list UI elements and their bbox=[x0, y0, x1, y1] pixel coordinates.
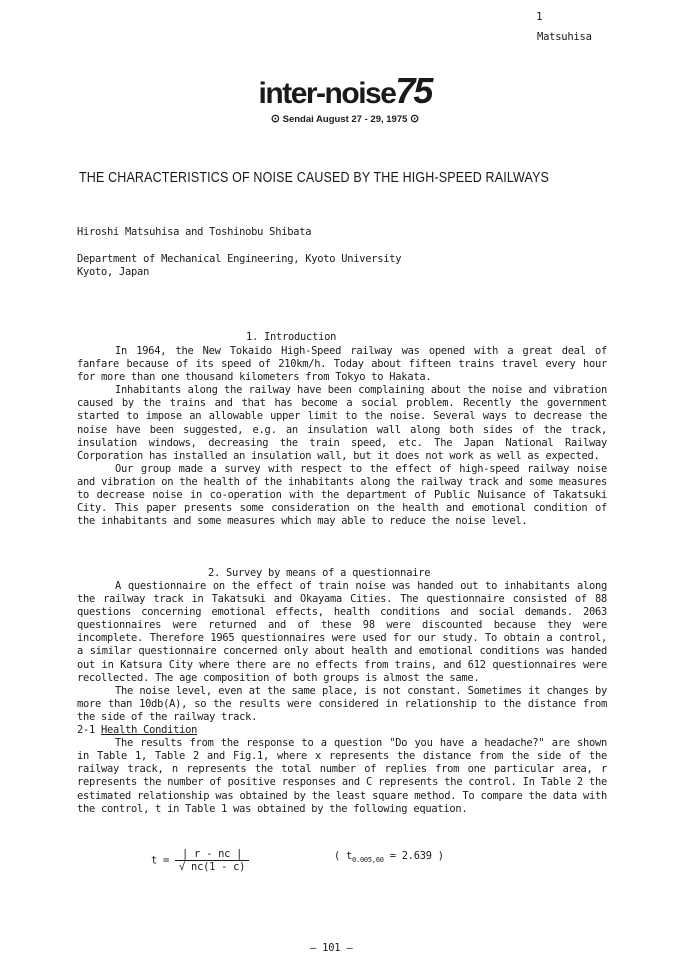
paragraph: The results from the response to a question "Do you have a headache?" are shown in Table 1, Table 2 and Fig.1, where x represents the distance from the side of the railway track, n represents the total number of replies from one particular area, r represents the number of positive responses and C represents the control. In Table 2 the estimated relationship was obtained by the least square method. To compare the data with the control, t in Table 1 was obtained by the following equation. bbox=[77, 737, 607, 815]
critical-number: = 2.639 ) bbox=[389, 850, 444, 862]
subsection-heading bbox=[77, 724, 607, 737]
equation bbox=[151, 848, 249, 873]
conference-logo bbox=[250, 70, 440, 125]
critical-symbol: ( t bbox=[334, 850, 353, 862]
page-number: 1 bbox=[536, 10, 543, 23]
paragraph: Inhabitants along the railway have been complaining about the noise and vibration caused by the trains and that has become a social problem. Recently the government started to impose an allowable upper limit to the noise. Several ways to decrease the noise have been suggested, e.g. an insulation wall along both sides of the track, insulation windows, decreasing the train speed, etc. The Japan National Railway Corporation has installed an insulation wall, but it does not work as well as expected. bbox=[77, 384, 607, 462]
conference-line: Sendai August 27 - 29, 1975 bbox=[282, 114, 408, 125]
section-heading: 2. Survey by means of a questionnaire bbox=[208, 567, 431, 579]
paragraph: The noise level, even at the same place, is not constant. Sometimes it changes by more than 10db(A), so the results were considered in relationship to the distance from the side of the railway track. bbox=[77, 684, 607, 723]
affiliation-line: Kyoto, Japan bbox=[77, 266, 150, 278]
paragraph: A questionnaire on the effect of train noise was handed out to inhabitants along the railway track in Takatsuki and Okayama Cities. The questionnaire consisted of 88 questions concerning emotional effects, health conditions and social demands. 2063 questionnaires were returned and of these 98 were discounted because they were incomplete. Therefore 1965 questionnaires were used for our study. To obtain a control, a similar questionnaire concerned only about health and emotional conditions was handed out in Katsura City where there are no effects from trains, and 612 questionnaires were recollected. The age composition of both groups is almost the same. bbox=[77, 580, 607, 684]
section-body bbox=[77, 345, 607, 528]
page-footer: — 101 — bbox=[310, 942, 353, 954]
paper-title: THE CHARACTERISTICS OF NOISE CAUSED BY THE HIGH-SPEED RAILWAYS bbox=[79, 170, 550, 186]
equation-numerator: | r - nc | bbox=[175, 848, 249, 861]
affiliation-line: Department of Mechanical Engineering, Kyoto University bbox=[77, 253, 402, 265]
subsection-number: 2-1 bbox=[77, 724, 96, 737]
emblem-icon: ⊙ bbox=[410, 113, 420, 125]
affiliation bbox=[77, 253, 401, 279]
equation-fraction bbox=[175, 848, 249, 873]
critical-subscript: 0.005,60 bbox=[352, 856, 384, 865]
author-list: Hiroshi Matsuhisa and Toshinobu Shibata bbox=[77, 226, 312, 238]
equation-denominator: √ nc(1 - c) bbox=[179, 861, 246, 873]
paragraph: In 1964, the New Tokaido High-Speed railway was opened with a great deal of fanfare because of its speed of 210km/h. Today about fifteen trains travel every hour for more than one thousand kilometers from Tokyo to Hakata. bbox=[77, 345, 607, 384]
paragraph: Our group made a survey with respect to the effect of high-speed railway noise and vibration on the health of the inhabitants along the railway track and some measures to decrease noise in co-operation with the department of Public Nuisance of Takatsuki City. This paper presents some consideration on the health and emotional condition of the inhabitants and some measures which may able to reduce the noise level. bbox=[77, 462, 607, 528]
equation-lhs: t = bbox=[151, 854, 170, 867]
emblem-icon: ⊙ bbox=[270, 113, 280, 125]
section-body bbox=[77, 580, 607, 816]
subsection-title: Health Condition bbox=[101, 724, 198, 737]
logo-number: 75 bbox=[395, 70, 432, 111]
running-author: Matsuhisa bbox=[537, 31, 592, 43]
logo-word: inter-noise bbox=[258, 77, 396, 110]
critical-value bbox=[334, 850, 444, 864]
section-heading: 1. Introduction bbox=[246, 331, 337, 343]
